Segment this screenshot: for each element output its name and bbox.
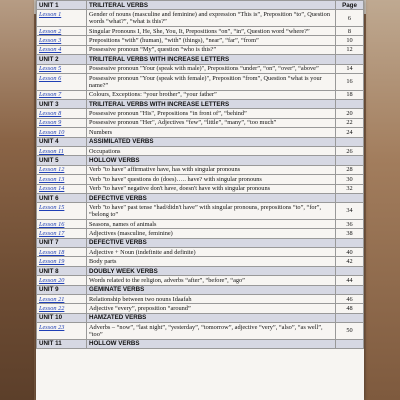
unit-row — [37, 266, 364, 275]
page-number: 48 — [336, 304, 364, 313]
unit-title: DEFECTIVE VERBS — [87, 193, 336, 202]
lesson-row — [37, 118, 364, 127]
table-header-row — [37, 1, 364, 10]
page-number — [336, 100, 364, 109]
page-number: 44 — [336, 276, 364, 285]
lesson-topic: Seasons, names of animals — [87, 219, 336, 228]
lesson-link[interactable]: Lesson 22 — [37, 304, 87, 313]
unit-label: UNIT 4 — [37, 137, 87, 146]
page-number: 50 — [336, 323, 364, 340]
page-number — [336, 55, 364, 64]
lesson-link[interactable]: Lesson 20 — [37, 276, 87, 285]
lesson-row — [37, 276, 364, 285]
unit-row — [37, 55, 364, 64]
unit-label: UNIT 6 — [37, 193, 87, 202]
page-number: 32 — [336, 184, 364, 193]
lesson-topic: Verb "to have" affirmative have, has with singular pronouns — [87, 165, 336, 174]
contents-page — [36, 0, 364, 400]
lesson-link[interactable]: Lesson 5 — [37, 64, 87, 73]
lesson-topic: Singular Pronouns I, He, She, You, It, Prepositions “on”, “in”, Question word “where?” — [87, 26, 336, 35]
lesson-link[interactable]: Lesson 19 — [37, 257, 87, 266]
unit-row — [37, 285, 364, 294]
lesson-row — [37, 229, 364, 238]
lesson-link[interactable]: Lesson 14 — [37, 184, 87, 193]
lesson-row — [37, 26, 364, 35]
lesson-topic: Occupations — [87, 146, 336, 155]
lesson-topic: Verb "to have" questions do (does)….. have? with singular pronouns — [87, 175, 336, 184]
page-number: 34 — [336, 203, 364, 220]
lesson-topic: Possessive pronoun “My”, question “who is this?” — [87, 45, 336, 54]
lesson-topic: Possessive pronoun "Your (speak with male)", Prepositions “under”, “on”, “over”, “above” — [87, 64, 336, 73]
page-number — [336, 193, 364, 202]
contents-table-body — [37, 1, 364, 349]
lesson-row — [37, 257, 364, 266]
lesson-row — [37, 323, 364, 340]
lesson-link[interactable]: Lesson 3 — [37, 36, 87, 45]
lesson-link[interactable]: Lesson 2 — [37, 26, 87, 35]
page-number — [336, 137, 364, 146]
lesson-topic: Adjective “every”, preposition “around” — [87, 304, 336, 313]
unit-title: TRILITERAL VERBS WITH INCREASE LETTERS — [87, 55, 336, 64]
lesson-topic: Colours, Exceptions: “your brother”, “your father” — [87, 90, 336, 99]
unit-title: TRILITERAL VERBS WITH INCREASE LETTERS — [87, 100, 336, 109]
page-column-header: Page — [336, 1, 364, 10]
unit-row — [37, 193, 364, 202]
unit-label: UNIT 10 — [37, 313, 87, 322]
lesson-row — [37, 184, 364, 193]
lesson-topic: Body parts — [87, 257, 336, 266]
page-number: 8 — [336, 26, 364, 35]
lesson-link[interactable]: Lesson 18 — [37, 248, 87, 257]
page-number: 20 — [336, 109, 364, 118]
unit-title: TRILITERAL VERBS — [87, 1, 336, 10]
lesson-link[interactable]: Lesson 8 — [37, 109, 87, 118]
lesson-topic: Adjectives (masculine, feminine) — [87, 229, 336, 238]
unit-row — [37, 100, 364, 109]
lesson-link[interactable]: Lesson 21 — [37, 294, 87, 303]
lesson-row — [37, 294, 364, 303]
lesson-row — [37, 304, 364, 313]
lesson-topic: Numbers — [87, 128, 336, 137]
background-wood-right — [366, 0, 400, 400]
lesson-row — [37, 73, 364, 90]
lesson-row — [37, 64, 364, 73]
unit-row — [37, 156, 364, 165]
unit-label: UNIT 7 — [37, 238, 87, 247]
lesson-row — [37, 219, 364, 228]
page-number — [336, 238, 364, 247]
lesson-row — [37, 45, 364, 54]
unit-label: UNIT 9 — [37, 285, 87, 294]
lesson-link[interactable]: Lesson 15 — [37, 203, 87, 220]
unit-row — [37, 313, 364, 322]
lesson-topic: Possessive pronoun "His", Prepositions “in front of”, “behind” — [87, 109, 336, 118]
lesson-topic: Possessive pronoun "Your (speak with female)", Preposition “from”, Question “what is your name?” — [87, 73, 336, 90]
unit-title: DEFECTIVE VERBS — [87, 238, 336, 247]
lesson-row — [37, 128, 364, 137]
unit-label: UNIT 11 — [37, 339, 87, 348]
page-number: 10 — [336, 36, 364, 45]
page-number: 42 — [336, 257, 364, 266]
lesson-topic: Relationship between two nouns Idaafah — [87, 294, 336, 303]
lesson-topic: Verb "to have" negative don't have, doesn't have with singular pronouns — [87, 184, 336, 193]
unit-row — [37, 238, 364, 247]
lesson-row — [37, 36, 364, 45]
page-number — [336, 266, 364, 275]
lesson-topic: Adjective + Noun (indefinite and definite) — [87, 248, 336, 257]
page-number: 22 — [336, 118, 364, 127]
lesson-link[interactable]: Lesson 9 — [37, 118, 87, 127]
lesson-row — [37, 175, 364, 184]
page-number: 24 — [336, 128, 364, 137]
lesson-row — [37, 109, 364, 118]
page-number: 6 — [336, 10, 364, 27]
page-number: 26 — [336, 146, 364, 155]
page-number: 12 — [336, 45, 364, 54]
page-number — [336, 285, 364, 294]
background-wood-left — [0, 0, 34, 400]
lesson-topic: Verb "to have" past tense “had/didn't have” with singular pronouns, prepositions “to”, “for”, “belong to” — [87, 203, 336, 220]
lesson-row — [37, 146, 364, 155]
lesson-topic: Gender of nouns (masculine and feminine) and expression “This is”, Preposition “to”, Question words “what?”, “what is this?” — [87, 10, 336, 27]
page-number: 14 — [336, 64, 364, 73]
lesson-link[interactable]: Lesson 23 — [37, 323, 87, 340]
lesson-link[interactable]: Lesson 17 — [37, 229, 87, 238]
page-number: 16 — [336, 73, 364, 90]
unit-label: UNIT 3 — [37, 100, 87, 109]
lesson-topic: Prepositions “with” (human), “with” (things), “near”, “far”, “from” — [87, 36, 336, 45]
lesson-link[interactable]: Lesson 7 — [37, 90, 87, 99]
lesson-row — [37, 165, 364, 174]
lesson-link[interactable]: Lesson 1 — [37, 10, 87, 27]
page-number — [336, 339, 364, 348]
unit-label: UNIT 1 — [37, 1, 87, 10]
lesson-link[interactable]: Lesson 11 — [37, 146, 87, 155]
lesson-row — [37, 203, 364, 220]
unit-row — [37, 137, 364, 146]
unit-label: UNIT 8 — [37, 266, 87, 275]
page-number: 40 — [336, 248, 364, 257]
lesson-link[interactable]: Lesson 12 — [37, 165, 87, 174]
lesson-topic: Possessive pronoun "Her", Adjectives “few”, “little”, “many”, “too much” — [87, 118, 336, 127]
unit-label: UNIT 2 — [37, 55, 87, 64]
lesson-row — [37, 90, 364, 99]
page-number: 28 — [336, 165, 364, 174]
unit-title: HOLLOW VERBS — [87, 156, 336, 165]
page-number: 30 — [336, 175, 364, 184]
lesson-row — [37, 248, 364, 257]
lesson-row — [37, 10, 364, 27]
lesson-link[interactable]: Lesson 10 — [37, 128, 87, 137]
lesson-link[interactable]: Lesson 13 — [37, 175, 87, 184]
lesson-link[interactable]: Lesson 4 — [37, 45, 87, 54]
page-number: 36 — [336, 219, 364, 228]
unit-title: ASSIMILATED VERBS — [87, 137, 336, 146]
page-number — [336, 156, 364, 165]
page-number: 38 — [336, 229, 364, 238]
page-number: 46 — [336, 294, 364, 303]
lesson-topic: Words related to the religion, adverbs “after”, “before”, “ago” — [87, 276, 336, 285]
contents-table — [36, 0, 364, 349]
lesson-link[interactable]: Lesson 16 — [37, 219, 87, 228]
unit-label: UNIT 5 — [37, 156, 87, 165]
unit-title: HAMZATED VERBS — [87, 313, 336, 322]
lesson-link[interactable]: Lesson 6 — [37, 73, 87, 90]
unit-title: GEMINATE VERBS — [87, 285, 336, 294]
unit-title: DOUBLY WEEK VERBS — [87, 266, 336, 275]
lesson-topic: Adverbs – “now”, “last night”, “yesterday”, “tomorrow”, adjective “very”, “also”, “as well”, “too” — [87, 323, 336, 340]
page-number: 18 — [336, 90, 364, 99]
unit-row — [37, 339, 364, 348]
page-number — [336, 313, 364, 322]
unit-title: HOLLOW VERBS — [87, 339, 336, 348]
